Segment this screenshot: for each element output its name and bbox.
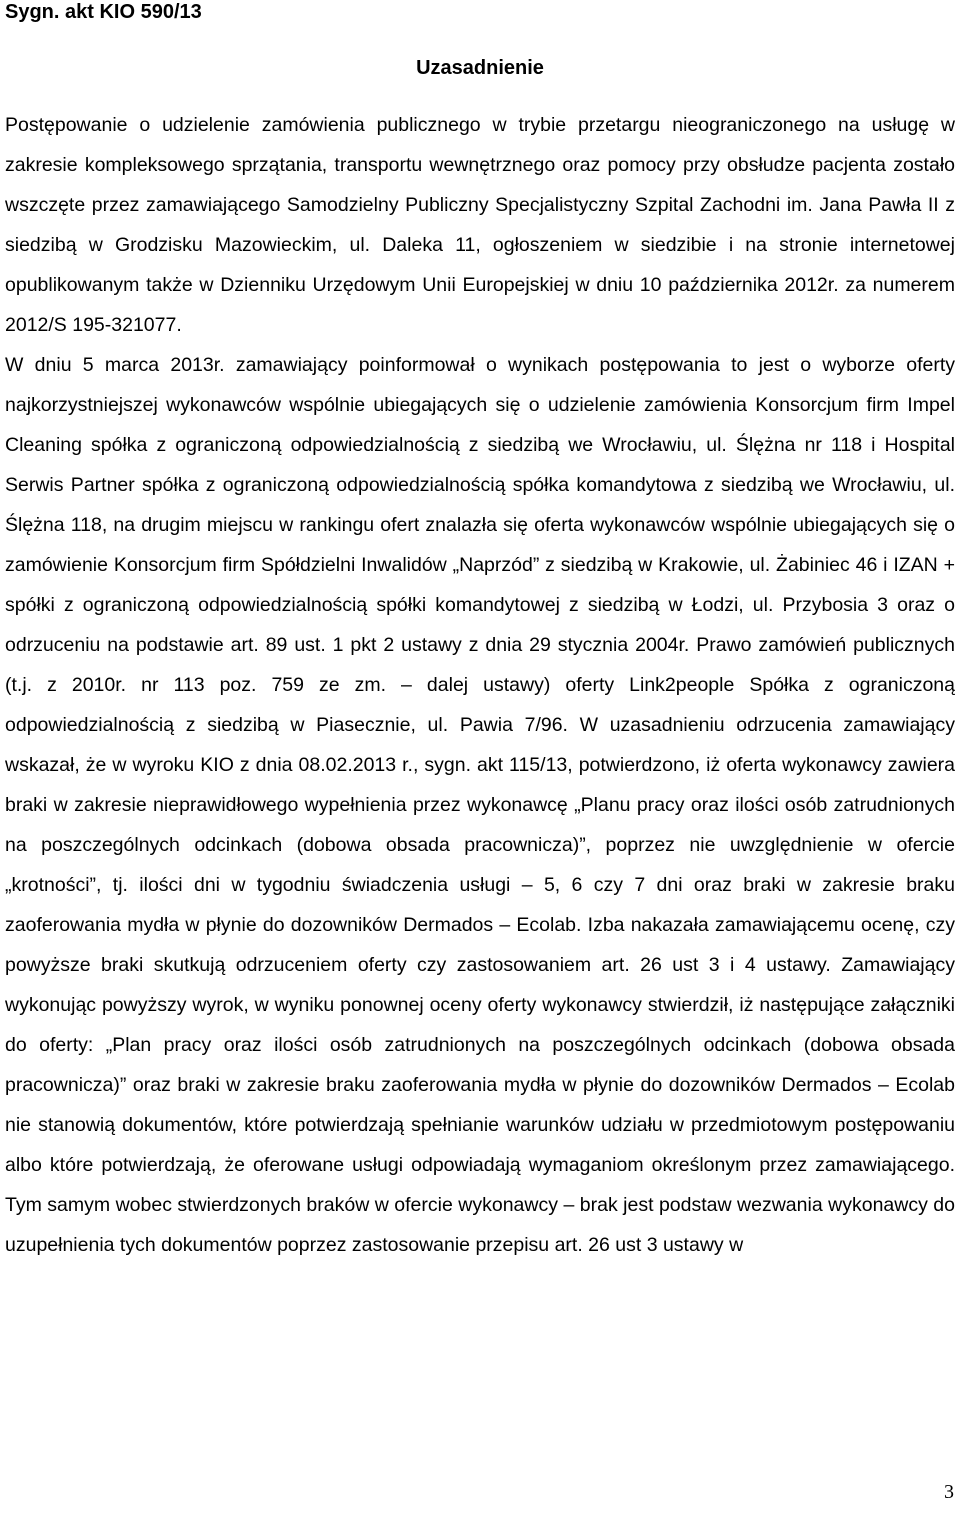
- document-body: [5, 105, 955, 1265]
- page-number: 3: [944, 1481, 954, 1503]
- document-heading: Uzasadnienie: [416, 57, 544, 79]
- paragraph-1: Postępowanie o udzielenie zamówienia publicznego w trybie przetargu nieograniczonego na usługę w zakresie kompleksowego sprzątania, transportu wewnętrznego oraz pomocy przy obsłudze pacjenta zostało wszczęte przez zamawiającego Samodzielny Publiczny Specjalistyczny Szpital Zachodni im. Jana Pawła II z siedzibą w Grodzisku Mazowieckim, ul. Daleka 11, ogłoszeniem w siedzibie i na stronie internetowej opublikowanym także w Dzienniku Urzędowym Unii Europejskiej w dniu 10 października 2012r. za numerem 2012/S 195-321077.: [5, 114, 955, 336]
- paragraph-2: W dniu 5 marca 2013r. zamawiający poinformował o wynikach postępowania to jest o wyborze oferty najkorzystniejszej wykonawców wspólnie ubiegających się o udzielenie zamówienia Konsorcjum firm Impel Cleaning spółka z ograniczoną odpowiedzialnością z siedzibą we Wrocławiu, ul. Ślężna nr 118 i Hospital Serwis Partner spółka z ograniczoną odpowiedzialnością spółka komandytowa z siedzibą we Wrocławiu, ul. Ślężna 118, na drugim miejscu w rankingu ofert znalazła się oferta wykonawców wspólnie ubiegających się o zamówienie Konsorcjum firm Spółdzielni Inwalidów „Naprzód” z siedzibą w Krakowie, ul. Żabiniec 46 i IZAN + spółki z ograniczoną odpowiedzialnością spółki komandytowej z siedzibą w Łodzi, ul. Przybosia 3 oraz o odrzuceniu na podstawie art. 89 ust. 1 pkt 2 ustawy z dnia 29 stycznia 2004r. Prawo zamówień publicznych (t.j. z 2010r. nr 113 poz. 759 ze zm. – dalej ustawy) oferty Link2people Spółka z ograniczoną odpowiedzialnością z siedzibą w Piasecznie, ul. Pawia 7/96. W uzasadnieniu odrzucenia zamawiający wskazał, że w wyroku KIO z dnia 08.02.2013 r., sygn. akt 115/13, potwierdzono, iż oferta wykonawcy zawiera braki w zakresie nieprawidłowego wypełnienia przez wykonawcę „Planu pracy oraz ilości osób zatrudnionych na poszczególnych odcinkach (dobowa obsada pracownicza)”, poprzez nie uwzględnienie w ofercie „krotności”, tj. ilości dni w tygodniu świadczenia usługi – 5, 6 czy 7 dni oraz braki w zakresie braku zaoferowania mydła w płynie do dozowników Dermados – Ecolab. Izba nakazała zamawiającemu ocenę, czy powyższe braki skutkują odrzuceniem oferty czy zastosowaniem art. 26 ust 3 i 4 ustawy. Zamawiający wykonując powyższy wyrok, w wyniku ponownej oceny oferty wykonawcy stwierdził, iż następujące załączniki do oferty: „Plan pracy oraz ilości osób zatrudnionych na poszczególnych odcinkach (dobowa obsada pracownicza)” oraz braki w zakresie braku zaoferowania mydła w płynie do dozowników Dermados – Ecolab nie stanowią dokumentów, które potwierdzają spełnianie warunków udziału w przedmiotowym postępowaniu albo które potwierdzają, że oferowane usługi odpowiadają wymaganiom określonym przez zamawiającego. Tym samym wobec stwierdzonych braków w ofercie wykonawcy – brak jest podstaw wezwania wykonawcy do uzupełnienia tych dokumentów poprzez zastosowanie przepisu art. 26 ust 3 ustawy w: [5, 354, 955, 1256]
- case-reference: Sygn. akt KIO 590/13: [5, 1, 202, 23]
